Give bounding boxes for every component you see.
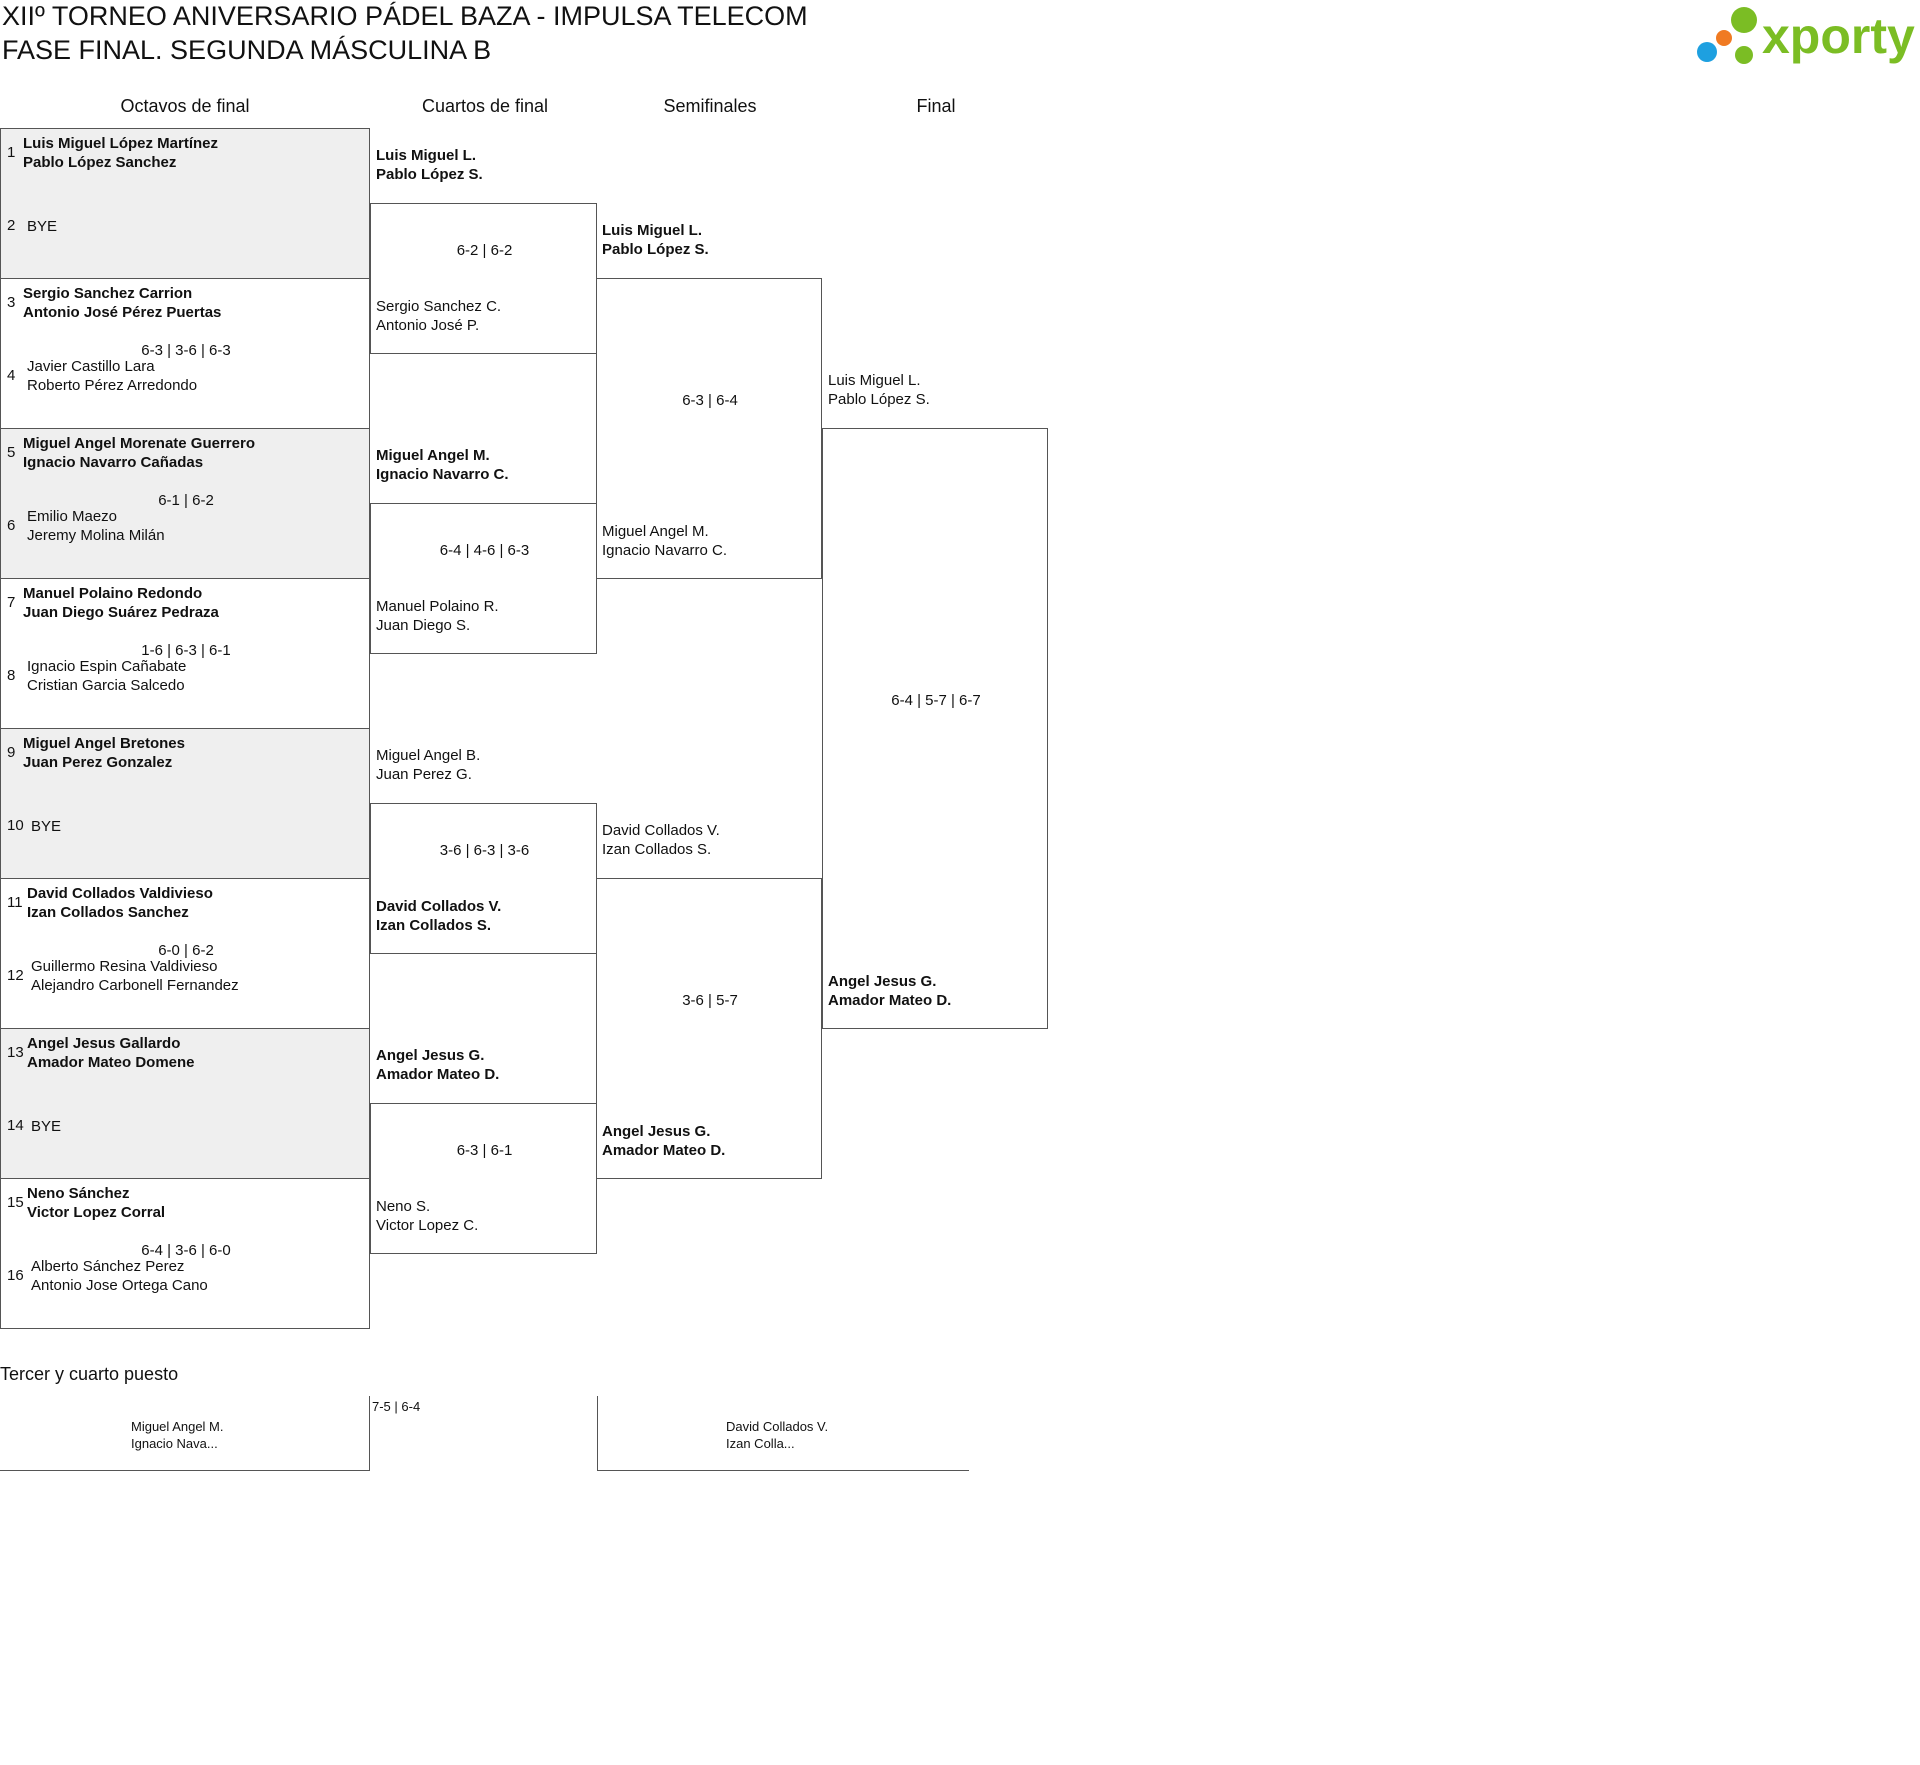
third-place-left-box [0, 1396, 370, 1471]
player-name: Pablo López S. [828, 391, 930, 408]
player-name: Angel Jesus G. [602, 1123, 711, 1140]
team-bottom [828, 972, 951, 1010]
player-name: Antonio José Pérez Puertas [23, 304, 222, 321]
player-name: Miguel Angel M. [376, 447, 490, 464]
player-name: BYE [31, 818, 62, 835]
player-name: Pablo López S. [602, 241, 709, 258]
round-header-cuartos: Cuartos de final [421, 96, 549, 116]
team-top [27, 1034, 195, 1072]
team-top [27, 884, 213, 922]
seed-number: 11 [7, 894, 23, 911]
player-name: Sergio Sanchez C. [376, 298, 502, 315]
player-name: Izan Collados Sanchez [27, 904, 189, 921]
seed-number: 14 [7, 1117, 24, 1134]
third-left-p1: Miguel Angel M. [131, 1419, 224, 1434]
team-bottom [376, 297, 501, 335]
player-name: BYE [27, 218, 58, 235]
match-score: 6-4 | 5-7 | 6-7 [891, 691, 981, 709]
match-score: 3-6 | 5-7 [682, 991, 738, 1009]
team-bottom [602, 522, 727, 560]
seed-number: 15 [7, 1194, 24, 1211]
team-top [376, 446, 509, 484]
match-score: 1-6 | 6-3 | 6-1 [141, 642, 231, 659]
team-bottom [376, 597, 499, 635]
team-bottom [602, 1122, 725, 1160]
match-octavos-6 [0, 879, 370, 1029]
seed-number: 13 [7, 1044, 24, 1061]
player-name: Miguel Angel Bretones [23, 735, 185, 752]
third-right-p2: Izan Colla... [726, 1436, 795, 1451]
match-octavos-4 [0, 579, 370, 729]
match-octavos-1 [0, 128, 370, 279]
team-bottom [31, 1117, 61, 1136]
player-name: Juan Perez G. [376, 766, 472, 783]
team-bottom [27, 657, 186, 695]
match-score: 3-6 | 6-3 | 3-6 [439, 841, 530, 859]
player-name: Sergio Sanchez Carrion [23, 285, 193, 302]
tournament-title: XIIº TORNEO ANIVERSARIO PÁDEL BAZA - IMPULSA TELECOM [2, 1, 808, 31]
third-place-right-box [597, 1396, 969, 1471]
player-name: Emilio Maezo [27, 508, 118, 525]
player-name: Ignacio Navarro Cañadas [23, 454, 204, 471]
match-score: 6-4 | 3-6 | 6-0 [141, 1242, 231, 1259]
team-top [602, 221, 709, 259]
player-name: Antonio José P. [376, 317, 480, 334]
player-name: Manuel Polaino R. [376, 598, 499, 615]
player-name: Juan Diego S. [376, 617, 471, 634]
match-final [822, 428, 1048, 1029]
match-score: 6-0 | 6-2 [158, 942, 214, 959]
team-top [27, 1184, 165, 1222]
player-name: Javier Castillo Lara [27, 358, 155, 375]
player-name: Roberto Pérez Arredondo [27, 377, 198, 394]
team-top [23, 584, 219, 622]
team-top [376, 746, 480, 784]
match-octavos-3 [0, 429, 370, 579]
team-bottom [376, 897, 501, 935]
match-score: 6-3 | 6-1 [456, 1141, 513, 1159]
team-bottom [31, 1257, 208, 1295]
player-name: Neno Sánchez [27, 1185, 130, 1202]
player-name: Alberto Sánchez Perez [31, 1258, 185, 1275]
player-name: David Collados V. [602, 822, 720, 839]
seed-number: 8 [7, 667, 16, 684]
team-top [23, 284, 221, 322]
player-name: Antonio Jose Ortega Cano [31, 1277, 208, 1294]
round-header-octavos: Octavos de final [120, 96, 250, 116]
seed-number: 16 [7, 1267, 24, 1284]
seed-number: 6 [7, 517, 16, 534]
player-name: Cristian Garcia Salcedo [27, 677, 185, 694]
match-octavos-5 [0, 729, 370, 879]
match-score: 6-3 | 3-6 | 6-3 [141, 342, 231, 359]
player-name: Angel Jesus G. [376, 1047, 485, 1064]
player-name: Luis Miguel L. [376, 147, 476, 164]
player-name: Victor Lopez Corral [27, 1204, 166, 1221]
player-name: Miguel Angel Morenate Guerrero [23, 435, 255, 452]
match-octavos-2 [0, 279, 370, 429]
player-name: BYE [31, 1118, 62, 1135]
team-bottom [27, 507, 165, 545]
player-name: Luis Miguel L. [602, 222, 702, 239]
player-name: Miguel Angel B. [376, 747, 481, 764]
team-top [602, 821, 720, 859]
match-octavos-8 [0, 1179, 370, 1329]
team-bottom [31, 957, 239, 995]
player-name: Guillermo Resina Valdivieso [31, 958, 218, 975]
player-name: Juan Perez Gonzalez [23, 754, 173, 771]
team-bottom [27, 357, 197, 395]
third-left-p2: Ignacio Nava... [131, 1436, 218, 1451]
player-name: Pablo López S. [376, 166, 483, 183]
player-name: Miguel Angel M. [602, 523, 709, 540]
match-score: 6-3 | 6-4 [682, 391, 738, 409]
player-name: David Collados V. [376, 898, 502, 915]
player-name: Amador Mateo Domene [27, 1054, 195, 1071]
player-name: Angel Jesus Gallardo [27, 1035, 181, 1052]
player-name: Izan Collados S. [376, 917, 492, 934]
player-name: Manuel Polaino Redondo [23, 585, 203, 602]
player-name: Amador Mateo D. [602, 1142, 726, 1159]
player-name: Angel Jesus G. [828, 973, 937, 990]
round-header-semifinales: Semifinales [663, 96, 757, 116]
team-bottom [27, 217, 57, 236]
player-name: Victor Lopez C. [376, 1217, 479, 1234]
team-bottom [376, 1197, 478, 1235]
round-header-final: Final [916, 96, 956, 116]
player-name: Luis Miguel L. [828, 372, 921, 389]
match-score: 6-1 | 6-2 [158, 492, 214, 509]
player-name: Amador Mateo D. [376, 1066, 500, 1083]
seed-number: 7 [7, 594, 16, 611]
team-top [828, 371, 930, 409]
seed-number: 1 [7, 144, 16, 161]
player-name: Luis Miguel López Martínez [23, 135, 219, 152]
third-right-p1: David Collados V. [726, 1419, 829, 1434]
logo-text: xporty [1762, 8, 1915, 64]
seed-number: 10 [7, 817, 24, 834]
player-name: Jeremy Molina Milán [27, 527, 165, 544]
player-name: Juan Diego Suárez Pedraza [23, 604, 219, 621]
xporty-logo [1692, 4, 1920, 70]
seed-number: 4 [7, 367, 16, 384]
team-top [376, 146, 483, 184]
third-place-score: 7-5 | 6-4 [372, 1399, 421, 1414]
player-name: Ignacio Navarro C. [602, 542, 728, 559]
player-name: David Collados Valdivieso [27, 885, 213, 902]
player-name: Amador Mateo D. [828, 992, 952, 1009]
team-top [376, 1046, 499, 1084]
team-top [23, 434, 255, 472]
seed-number: 3 [7, 294, 16, 311]
player-name: Ignacio Espin Cañabate [27, 658, 187, 675]
third-place-title: Tercer y cuarto puesto [0, 1364, 179, 1384]
player-name: Izan Collados S. [602, 841, 712, 858]
seed-number: 9 [7, 744, 16, 761]
team-top [23, 134, 218, 172]
match-octavos-7 [0, 1029, 370, 1179]
player-name: Neno S. [376, 1198, 431, 1215]
player-name: Alejandro Carbonell Fernandez [31, 977, 239, 994]
player-name: Pablo López Sanchez [23, 154, 177, 171]
seed-number: 2 [7, 217, 16, 234]
team-top [23, 734, 185, 772]
seed-number: 5 [7, 444, 16, 461]
seed-number: 12 [7, 967, 24, 984]
tournament-subtitle: FASE FINAL. SEGUNDA MÁSCULINA B [2, 35, 492, 65]
team-bottom [31, 817, 61, 836]
match-score: 6-4 | 4-6 | 6-3 [439, 541, 530, 559]
player-name: Ignacio Navarro C. [376, 466, 509, 483]
match-score: 6-2 | 6-2 [456, 241, 513, 259]
